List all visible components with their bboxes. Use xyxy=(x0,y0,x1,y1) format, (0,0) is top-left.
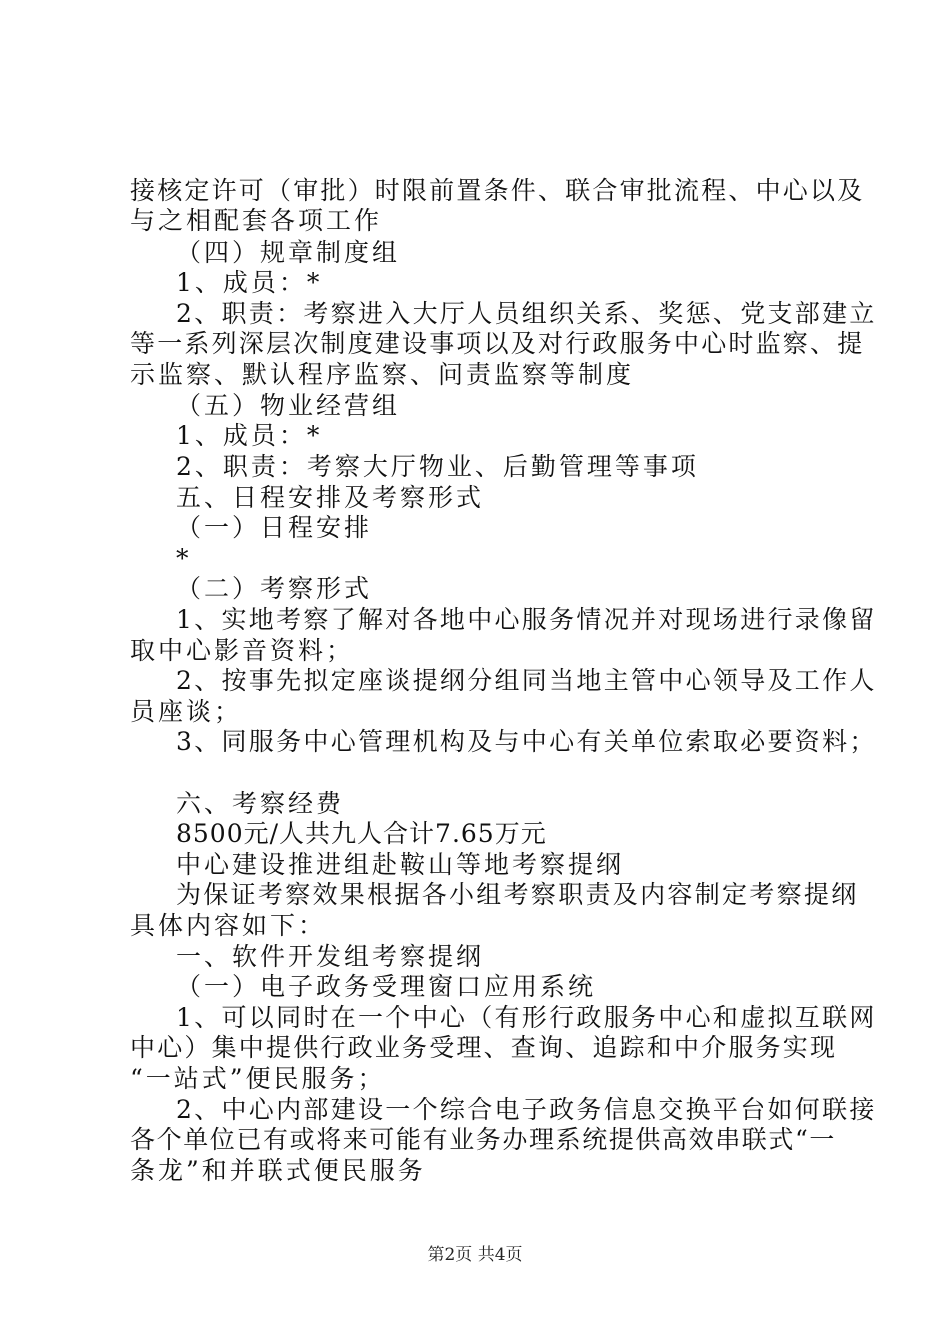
paragraph-line: * xyxy=(176,544,192,573)
page-footer: 第2页 共4页 xyxy=(427,1245,523,1265)
paragraph-line: 1、成员：* xyxy=(176,421,323,450)
paragraph-line: 取中心影音资料； xyxy=(130,636,355,665)
paragraph-line: 各个单位已有或将来可能有业务办理系统提供高效串联式“一 xyxy=(130,1125,836,1154)
paragraph-line: 中心）集中提供行政业务受理、查询、追踪和中介服务实现 xyxy=(130,1033,838,1062)
paragraph-line: 2、职责：考察大厅物业、后勤管理等事项 xyxy=(176,452,699,481)
paragraph-line: 1、成员：* xyxy=(176,268,323,297)
paragraph-line: 接核定许可（审批）时限前置条件、联合审批流程、中心以及 xyxy=(130,176,865,205)
section-heading: 中心建设推进组赴鞍山等地考察提纲 xyxy=(176,850,625,879)
section-heading: 五、日程安排及考察形式 xyxy=(176,483,485,512)
section-heading: （四）规章制度组 xyxy=(176,238,401,267)
paragraph-line: 8500元/人共九人合计7.65万元 xyxy=(176,819,547,848)
paragraph-line: 2、中心内部建设一个综合电子政务信息交换平台如何联接 xyxy=(176,1095,877,1124)
paragraph-line: 等一系列深层次制度建设事项以及对行政服务中心时监察、提 xyxy=(130,329,865,358)
section-heading: （五）物业经营组 xyxy=(176,391,401,420)
paragraph-line: 条龙”和并联式便民服务 xyxy=(130,1156,426,1185)
paragraph-line: 员座谈； xyxy=(130,697,243,726)
paragraph-line: 具体内容如下： xyxy=(130,911,327,940)
paragraph-line: 2、按事先拟定座谈提纲分组同当地主管中心领导及工作人 xyxy=(176,666,877,695)
paragraph-line: 1、可以同时在一个中心（有形行政服务中心和虚拟互联网 xyxy=(176,1003,877,1032)
section-heading: （二）考察形式 xyxy=(176,574,373,603)
section-heading: 六、考察经费 xyxy=(176,789,345,818)
section-heading: 一、软件开发组考察提纲 xyxy=(176,942,485,971)
paragraph-line: “一站式”便民服务； xyxy=(130,1064,386,1093)
paragraph-line: 2、职责：考察进入大厅人员组织关系、奖惩、党支部建立 xyxy=(176,299,877,328)
paragraph-line: 示监察、默认程序监察、问责监察等制度 xyxy=(130,360,635,389)
paragraph-line: 与之相配套各项工作 xyxy=(130,206,383,235)
section-heading: （一）电子政务受理窗口应用系统 xyxy=(176,972,597,1001)
paragraph-line: 为保证考察效果根据各小组考察职责及内容制定考察提纲 xyxy=(176,880,859,909)
paragraph-line: 1、实地考察了解对各地中心服务情况并对现场进行录像留 xyxy=(176,605,877,634)
paragraph-line: 3、同服务中心管理机构及与中心有关单位索取必要资料； xyxy=(176,727,877,756)
section-heading: （一）日程安排 xyxy=(176,513,373,542)
